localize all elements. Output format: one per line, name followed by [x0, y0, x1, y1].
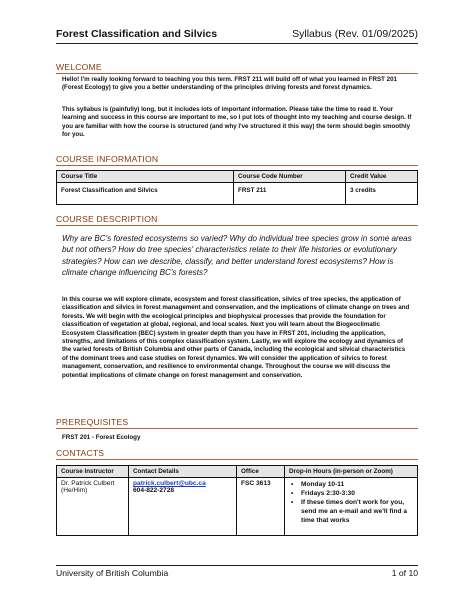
welcome-paragraph-1: Hello! I'm really looking forward to teaching you this term. FRST 211 will build off of what you learned in FRST 201 (Forest Ecology) to give you a better understanding of the principles driving forests and forest dynamics.: [62, 76, 397, 92]
course-code-cell: FRST 211: [234, 183, 346, 205]
contacts-heading: CONTACTS: [56, 448, 418, 460]
list-item: • Fridays 2:30-3:30: [289, 489, 413, 498]
table-row: [57, 478, 418, 536]
instructor-name: Dr. Patrick Culbert: [61, 480, 115, 487]
list-item: • Monday 10-11: [289, 480, 413, 489]
table-header-row: [57, 171, 418, 183]
prerequisites-heading: PREREQUISITES: [56, 417, 418, 429]
document-title: Forest Classification and Silvics: [56, 28, 218, 40]
welcome-heading: WELCOME: [56, 62, 418, 74]
description-body: In this course we will explore climate, ecosystem and forest classification, silvics of tree species, the application of classification and silvics in forest management and conservation, and the implications of climate change on trees and forests. We will begin with the ecological principles and biophysical processes that provide the foundation for classification of vegetation at global, regional, and local scales. Next you will learn about the Biogeoclimatic Ecosystem Classification (BEC) system in greater depth than you have in FRST 201, including the application, strengths, and limitations of this complex classification system. Lastly, we will explore the ecology and dynamics of the varied forests of British Columbia and other parts of Canada, including the ecological and silvical characteristics of the dominant trees and case studies on forest dynamics. We will consider the application of silvics to forest management, conservation, and resilience to environmental change. Throughout the course we will discuss the potential implications of climate change on forest management and conservation.: [62, 296, 410, 379]
column-header: Course Title: [57, 171, 234, 183]
column-header: Office: [237, 466, 285, 478]
course-info-heading: COURSE INFORMATION: [56, 154, 418, 166]
column-header: Course Code Number: [234, 171, 346, 183]
column-header: Course Instructor: [57, 466, 129, 478]
office-cell: FSC 3613: [237, 478, 285, 536]
course-info-table: [56, 170, 418, 205]
page-header: [56, 26, 418, 44]
welcome-paragraph-2: This syllabus is (painfully) long, but it includes lots of important information. Please take the time to read it. Your learning and success in this course are important to me, so I put lots of thought into my teaching and course design. If you are familiar with how the course is structured (and why I've structured it this way) the term should begin smoothly for you.: [62, 106, 412, 139]
table-header-row: [57, 466, 418, 478]
column-header: Contact Details: [129, 466, 237, 478]
list-item: • If these times don't work for you, send me an e-mail and we'll find a time that works: [289, 498, 413, 525]
email-link[interactable]: patrick.culbert@ubc.ca: [133, 480, 206, 487]
prerequisite-text: FRST 201 - Forest Ecology: [62, 434, 141, 441]
table-row: [57, 183, 418, 205]
footer-university: University of British Columbia: [56, 568, 169, 578]
course-title-cell: Forest Classification and Silvics: [57, 183, 234, 205]
instructor-cell: [57, 478, 129, 536]
contacts-table: [56, 465, 418, 536]
course-description-heading: COURSE DESCRIPTION: [56, 214, 418, 226]
syllabus-revision: Syllabus (Rev. 01/09/2025): [292, 28, 418, 40]
credit-value-cell: 3 credits: [346, 183, 418, 205]
column-header: Credit Value: [346, 171, 418, 183]
description-questions: Why are BC's forested ecosystems so varied? Why do individual tree species grow in some areas but not others? How do tree species' characteristics relate to their life histories or evolutionary strategies? How can we describe, classify, and better understand forest ecosystems? How is climate change influencing BC's forests?: [62, 234, 412, 278]
page-number: 1 of 10: [391, 568, 418, 578]
column-header: Drop-in Hours (in-person or Zoom): [285, 466, 418, 478]
contact-details-cell: [129, 478, 237, 536]
drop-in-hours-cell: [285, 478, 418, 536]
instructor-pronouns: (He/Him): [61, 487, 88, 494]
drop-in-hours-list: [289, 480, 413, 525]
page-footer: [56, 565, 418, 578]
phone-number: 604-822-2728: [133, 487, 175, 494]
